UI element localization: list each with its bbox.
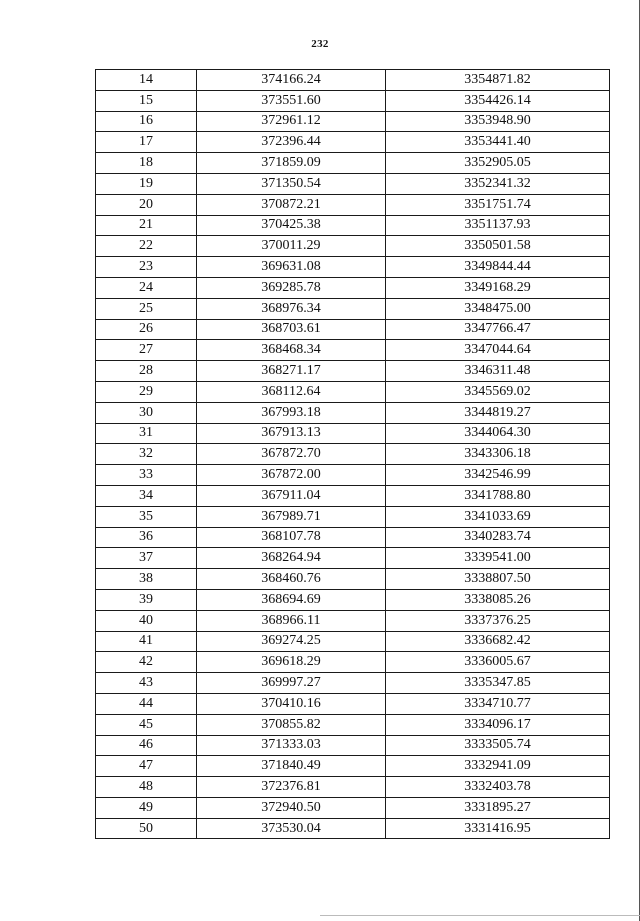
table-row [96,693,610,714]
x-coordinate-cell: 370855.82 [197,714,386,735]
y-coordinate-cell: 3351137.93 [386,215,610,236]
table-row [96,111,610,132]
table-row [96,735,610,756]
point-number-cell: 47 [96,756,197,777]
y-coordinate-cell: 3354426.14 [386,90,610,111]
table-row [96,215,610,236]
y-coordinate-cell: 3349844.44 [386,257,610,278]
point-number-cell: 31 [96,423,197,444]
table-row [96,90,610,111]
table-row [96,361,610,382]
x-coordinate-cell: 367911.04 [197,485,386,506]
x-coordinate-cell: 371333.03 [197,735,386,756]
table-row [96,340,610,361]
x-coordinate-cell: 370410.16 [197,693,386,714]
y-coordinate-cell: 3351751.74 [386,194,610,215]
x-coordinate-cell: 368107.78 [197,527,386,548]
y-coordinate-cell: 3332941.09 [386,756,610,777]
y-coordinate-cell: 3333505.74 [386,735,610,756]
x-coordinate-cell: 369618.29 [197,652,386,673]
table-row [96,173,610,194]
y-coordinate-cell: 3347044.64 [386,340,610,361]
point-number-cell: 26 [96,319,197,340]
y-coordinate-cell: 3352341.32 [386,173,610,194]
x-coordinate-cell: 368703.61 [197,319,386,340]
y-coordinate-cell: 3347766.47 [386,319,610,340]
table-row [96,485,610,506]
y-coordinate-cell: 3334096.17 [386,714,610,735]
point-number-cell: 36 [96,527,197,548]
x-coordinate-cell: 368460.76 [197,569,386,590]
x-coordinate-cell: 369274.25 [197,631,386,652]
point-number-cell: 35 [96,506,197,527]
point-number-cell: 18 [96,153,197,174]
y-coordinate-cell: 3348475.00 [386,298,610,319]
point-number-cell: 21 [96,215,197,236]
x-coordinate-cell: 370872.21 [197,194,386,215]
table-row [96,756,610,777]
x-coordinate-cell: 372376.81 [197,777,386,798]
y-coordinate-cell: 3344819.27 [386,402,610,423]
x-coordinate-cell: 368264.94 [197,548,386,569]
table-row [96,569,610,590]
x-coordinate-cell: 370425.38 [197,215,386,236]
x-coordinate-cell: 372396.44 [197,132,386,153]
point-number-cell: 25 [96,298,197,319]
y-coordinate-cell: 3352905.05 [386,153,610,174]
point-number-cell: 24 [96,277,197,298]
x-coordinate-cell: 373551.60 [197,90,386,111]
point-number-cell: 19 [96,173,197,194]
point-number-cell: 50 [96,818,197,839]
x-coordinate-cell: 371350.54 [197,173,386,194]
table-row [96,277,610,298]
y-coordinate-cell: 3331416.95 [386,818,610,839]
table-row [96,652,610,673]
x-coordinate-cell: 373530.04 [197,818,386,839]
table-row [96,153,610,174]
point-number-cell: 16 [96,111,197,132]
point-number-cell: 32 [96,444,197,465]
y-coordinate-cell: 3336005.67 [386,652,610,673]
y-coordinate-cell: 3353441.40 [386,132,610,153]
point-number-cell: 15 [96,90,197,111]
y-coordinate-cell: 3334710.77 [386,693,610,714]
coordinate-table [95,69,610,839]
table-row [96,132,610,153]
y-coordinate-cell: 3338807.50 [386,569,610,590]
y-coordinate-cell: 3342546.99 [386,465,610,486]
x-coordinate-cell: 371840.49 [197,756,386,777]
point-number-cell: 37 [96,548,197,569]
table-row [96,610,610,631]
table-row [96,319,610,340]
point-number-cell: 39 [96,589,197,610]
table-row [96,402,610,423]
table-row [96,797,610,818]
x-coordinate-cell: 369997.27 [197,673,386,694]
point-number-cell: 38 [96,569,197,590]
x-coordinate-cell: 368694.69 [197,589,386,610]
x-coordinate-cell: 367872.70 [197,444,386,465]
point-number-cell: 43 [96,673,197,694]
x-coordinate-cell: 369631.08 [197,257,386,278]
table-row [96,423,610,444]
table-row [96,527,610,548]
y-coordinate-cell: 3340283.74 [386,527,610,548]
y-coordinate-cell: 3353948.90 [386,111,610,132]
x-coordinate-cell: 371859.09 [197,153,386,174]
y-coordinate-cell: 3335347.85 [386,673,610,694]
point-number-cell: 23 [96,257,197,278]
table-row [96,70,610,91]
x-coordinate-cell: 368112.64 [197,381,386,402]
x-coordinate-cell: 368271.17 [197,361,386,382]
x-coordinate-cell: 368966.11 [197,610,386,631]
table-row [96,298,610,319]
point-number-cell: 30 [96,402,197,423]
point-number-cell: 46 [96,735,197,756]
table-row [96,818,610,839]
x-coordinate-cell: 372961.12 [197,111,386,132]
point-number-cell: 45 [96,714,197,735]
point-number-cell: 27 [96,340,197,361]
table-row [96,631,610,652]
page-edge-bottom [320,915,640,916]
y-coordinate-cell: 3343306.18 [386,444,610,465]
y-coordinate-cell: 3339541.00 [386,548,610,569]
x-coordinate-cell: 374166.24 [197,70,386,91]
x-coordinate-cell: 372940.50 [197,797,386,818]
y-coordinate-cell: 3354871.82 [386,70,610,91]
table-row [96,589,610,610]
point-number-cell: 22 [96,236,197,257]
y-coordinate-cell: 3336682.42 [386,631,610,652]
point-number-cell: 48 [96,777,197,798]
x-coordinate-cell: 367989.71 [197,506,386,527]
x-coordinate-cell: 367913.13 [197,423,386,444]
x-coordinate-cell: 367872.00 [197,465,386,486]
point-number-cell: 14 [96,70,197,91]
point-number-cell: 44 [96,693,197,714]
point-number-cell: 33 [96,465,197,486]
table-row [96,714,610,735]
point-number-cell: 49 [96,797,197,818]
y-coordinate-cell: 3344064.30 [386,423,610,444]
table-row [96,194,610,215]
x-coordinate-cell: 370011.29 [197,236,386,257]
table-row [96,381,610,402]
table-row [96,465,610,486]
x-coordinate-cell: 369285.78 [197,277,386,298]
point-number-cell: 20 [96,194,197,215]
y-coordinate-cell: 3350501.58 [386,236,610,257]
page-number: 232 [311,38,329,50]
y-coordinate-cell: 3337376.25 [386,610,610,631]
y-coordinate-cell: 3345569.02 [386,381,610,402]
table-row [96,548,610,569]
point-number-cell: 28 [96,361,197,382]
point-number-cell: 17 [96,132,197,153]
y-coordinate-cell: 3341033.69 [386,506,610,527]
x-coordinate-cell: 367993.18 [197,402,386,423]
table-row [96,257,610,278]
point-number-cell: 42 [96,652,197,673]
x-coordinate-cell: 368468.34 [197,340,386,361]
point-number-cell: 29 [96,381,197,402]
y-coordinate-cell: 3349168.29 [386,277,610,298]
y-coordinate-cell: 3346311.48 [386,361,610,382]
point-number-cell: 34 [96,485,197,506]
table-row [96,444,610,465]
table-row [96,673,610,694]
y-coordinate-cell: 3341788.80 [386,485,610,506]
table-row [96,236,610,257]
point-number-cell: 41 [96,631,197,652]
table-row [96,506,610,527]
point-number-cell: 40 [96,610,197,631]
x-coordinate-cell: 368976.34 [197,298,386,319]
y-coordinate-cell: 3332403.78 [386,777,610,798]
y-coordinate-cell: 3331895.27 [386,797,610,818]
coordinate-table-body [96,70,610,839]
y-coordinate-cell: 3338085.26 [386,589,610,610]
table-row [96,777,610,798]
